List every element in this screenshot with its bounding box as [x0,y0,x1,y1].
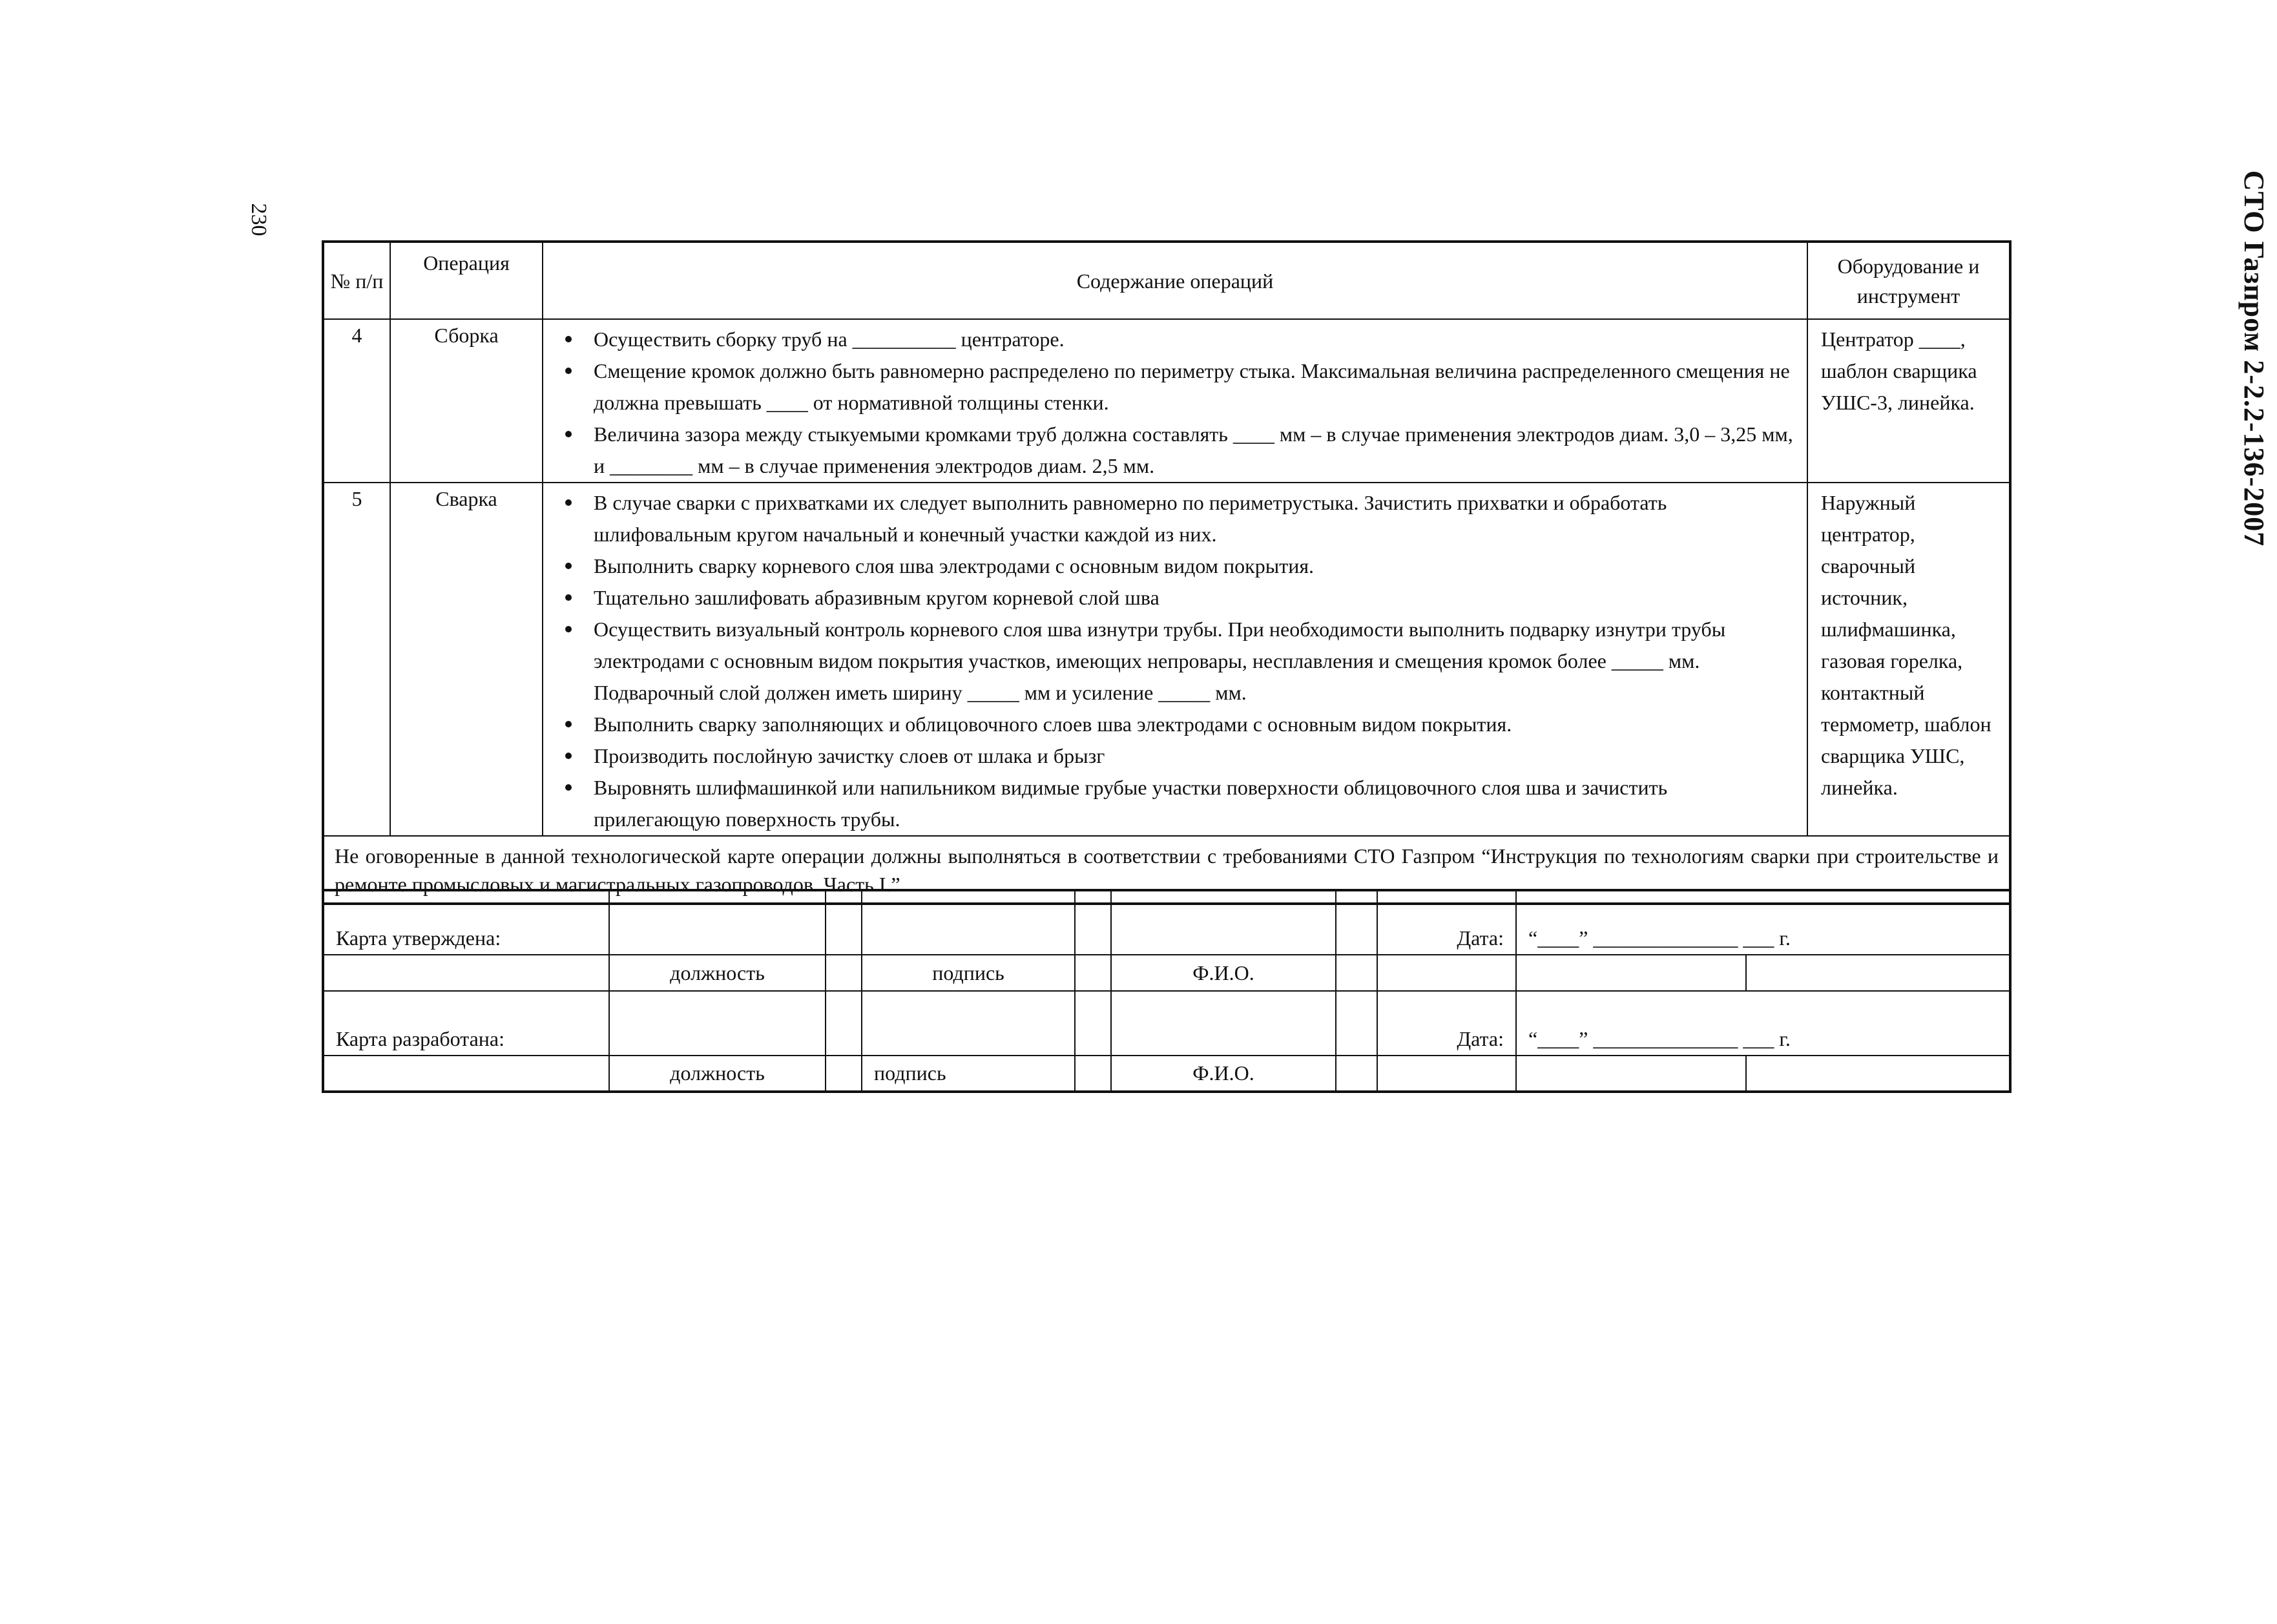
blank-cell [1377,955,1516,991]
date-label: Дата: [1377,890,1516,955]
operation-step: Выполнить сварку заполняющих и облицовочного слоев шва электродами с основным видом покрытия. [594,709,1799,740]
date-field[interactable]: “____” ______________ ___ г. [1516,991,2010,1056]
approved-label: Карта утверждена: [323,890,609,955]
header-row [323,242,2010,319]
operation-step: Выровнять шлифмашинкой или напильником видимые грубые участки поверхности облицовочного слоя шва и зачистить прилегающую поверхность трубы. [594,772,1799,835]
blank-cell [826,1056,862,1092]
signature-caption: подпись [862,955,1075,991]
blank-cell [1075,890,1111,955]
developed-label: Карта разработана: [323,991,609,1056]
operation-row [323,319,2010,483]
row-number: 4 [323,319,390,483]
blank-cell [1075,955,1111,991]
developed-row [323,991,2010,1056]
operation-step: Смещение кромок должно быть равномерно распределено по периметру стыка. Максимальная величина распределенного смещения не должна превышать ____ от нормативной толщины стенки. [594,355,1799,419]
page-number: 230 [247,203,271,236]
header-equipment: Оборудование и инструмент [1807,242,2010,319]
blank-cell [323,955,609,991]
header-operation: Операция [390,242,543,319]
blank-cell [1377,1056,1516,1092]
blank-cell [1746,955,2010,991]
blank-cell [1075,991,1111,1056]
blank-cell [1336,890,1377,955]
operation-step: Осуществить визуальный контроль корневого слоя шва изнутри трубы. При необходимости выполнить подварку изнутри трубы электродами с основным видом покрытия участков, имеющих непровары, несплавления и смещения кромок более _____ мм. Подварочный слой должен иметь ширину _____ мм и усиление _____ мм. [594,614,1799,709]
name-caption: Ф.И.О. [1111,1056,1336,1092]
blank-cell [826,991,862,1056]
blank-cell [1516,1056,1746,1092]
position-field[interactable] [609,890,826,955]
header-content: Содержание операций [543,242,1807,319]
blank-cell [1075,1056,1111,1092]
operation-content [543,483,1807,836]
position-caption: должность [609,955,826,991]
operation-name: Сборка [390,319,543,483]
approved-captions-row [323,955,2010,991]
row-number: 5 [323,483,390,836]
blank-cell [1746,1056,2010,1092]
operation-row [323,483,2010,836]
blank-cell [1336,1056,1377,1092]
signature-field[interactable] [862,890,1075,955]
operation-content [543,319,1807,483]
approved-row [323,890,2010,955]
blank-cell [1336,991,1377,1056]
date-label: Дата: [1377,991,1516,1056]
requirements-note: Не оговоренные в данной технологической карте операции должны выполняться в соответствии с требованиями СТО Газпром “Инструкция по технологиям сварки при строительстве и ремонте промысловых и магистральных газопроводов. Часть I.” [323,836,2010,904]
operation-step: Выполнить сварку корневого слоя шва электродами с основным видом покрытия. [594,550,1799,582]
position-field[interactable] [609,991,826,1056]
name-field[interactable] [1111,890,1336,955]
equipment-cell: Наружный центратор, сварочный источник, шлифмашинка, газовая горелка, контактный термометр, шаблон сварщика УШС, линейка. [1807,483,2010,836]
operations-table [322,240,2012,905]
approval-table [322,889,2012,1093]
operation-step: Величина зазора между стыкуемыми кромками труб должна составлять ____ мм – в случае применения электродов диам. 3,0 – 3,25 мм, и ________ мм – в случае применения электродов диам. 2,5 мм. [594,419,1799,482]
document-code: СТО Газпром 2-2.2-136-2007 [2238,170,2271,547]
date-field[interactable]: “____” ______________ ___ г. [1516,890,2010,955]
blank-cell [826,955,862,991]
blank-cell [1516,955,1746,991]
equipment-cell: Центратор ____, шаблон сварщика УШС-3, линейка. [1807,319,2010,483]
signature-caption: подпись [862,1056,1075,1092]
developed-captions-row [323,1056,2010,1092]
blank-cell [323,1056,609,1092]
operation-step: В случае сварки с прихватками их следует выполнить равномерно по периметрустыка. Зачистить прихватки и обработать шлифовальным кругом начальный и конечный участки каждой из них. [594,487,1799,550]
header-num: № п/п [323,242,390,319]
signature-field[interactable] [862,991,1075,1056]
position-caption: должность [609,1056,826,1092]
operation-step: Осуществить сборку труб на __________ центраторе. [594,324,1799,355]
operation-name: Сварка [390,483,543,836]
blank-cell [826,890,862,955]
operation-step: Тщательно зашлифовать абразивным кругом корневой слой шва [594,582,1799,614]
blank-cell [1336,955,1377,991]
name-field[interactable] [1111,991,1336,1056]
name-caption: Ф.И.О. [1111,955,1336,991]
operation-step: Производить послойную зачистку слоев от шлака и брызг [594,740,1799,772]
